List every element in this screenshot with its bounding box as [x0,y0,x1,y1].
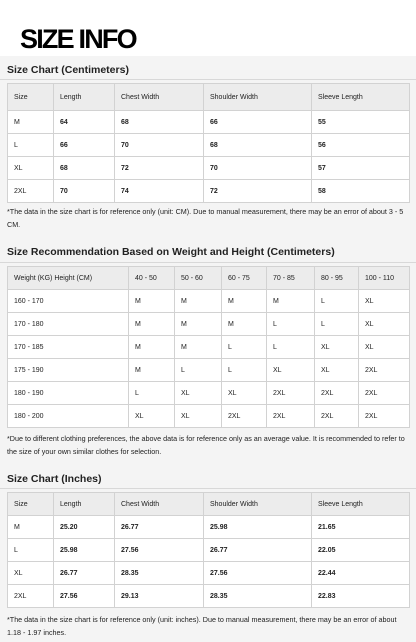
table-row [8,405,410,428]
table-row [8,290,410,313]
table-header-cell: Shoulder Width [204,493,312,516]
inch-chart-title: Size Chart (Inches) [7,473,102,485]
table-cell: L [315,290,359,313]
table-cell: 2XL [359,382,410,405]
table-row [8,562,410,585]
table-cell: 2XL [359,405,410,428]
recommendation-title: Size Recommendation Based on Weight and Height (Centimeters) [7,246,335,258]
table-cell: 72 [204,180,312,203]
hero-banner [0,0,416,56]
table-header-cell: Sleeve Length [312,493,410,516]
table-cell: L [129,382,175,405]
table-cell: 74 [115,180,204,203]
row-label-cell: 180 - 200 [8,405,129,428]
row-label-cell: 160 - 170 [8,290,129,313]
table-cell: 2XL [267,382,315,405]
table-cell: 66 [54,134,115,157]
row-label-cell: M [8,111,54,134]
table-cell: L [267,313,315,336]
table-cell: 70 [54,180,115,203]
table-cell: 72 [115,157,204,180]
table-cell: 68 [204,134,312,157]
table-cell: 56 [312,134,410,157]
table-header-cell: Chest Width [115,84,204,111]
table-cell: 25.20 [54,516,115,539]
table-cell: XL [222,382,267,405]
row-label-cell: 170 - 180 [8,313,129,336]
row-label-cell: 2XL [8,180,54,203]
table-cell: XL [175,405,222,428]
divider [0,488,416,489]
table-cell: 70 [204,157,312,180]
table-cell: M [129,359,175,382]
table-header-row [8,267,410,290]
inch-chart-note: *The data in the size chart is for reference only (unit: inches). Due to manual measurement, there may be an error of about 1.18 - 1.97 inches. [7,615,397,637]
table-row [8,359,410,382]
table-cell: 68 [54,157,115,180]
table-cell: 57 [312,157,410,180]
table-cell: M [267,290,315,313]
table-cell: XL [359,313,410,336]
table-cell: XL [129,405,175,428]
table-row [8,336,410,359]
table-header-row [8,84,410,111]
table-cell: 55 [312,111,410,134]
table-header-cell: Length [54,493,115,516]
table-cell: XL [315,336,359,359]
table-header-cell: Chest Width [115,493,204,516]
table-header-row [8,493,410,516]
table-cell: 27.56 [54,585,115,608]
table-header-cell: Weight (KG) Height (CM) [8,267,129,290]
table-cell: 58 [312,180,410,203]
table-header-cell: Size [8,84,54,111]
table-row [8,382,410,405]
table-cell: XL [175,382,222,405]
recommendation-note: *Due to different clothing preferences, the above data is for reference only as an average value. It is recommended to refer to the size of your own similar clothes for selection. [7,434,405,456]
page-title: SIZE INFO [20,24,136,54]
table-cell: 26.77 [115,516,204,539]
table-cell: 2XL [359,359,410,382]
table-cell: 66 [204,111,312,134]
table-cell: 2XL [222,405,267,428]
table-row [8,516,410,539]
table-cell: 70 [115,134,204,157]
cm-size-table [7,83,410,203]
table-header-cell: 70 - 85 [267,267,315,290]
table-header-cell: Length [54,84,115,111]
table-cell: M [222,290,267,313]
table-header-cell: Shoulder Width [204,84,312,111]
table-cell: 28.35 [115,562,204,585]
table-row [8,313,410,336]
row-label-cell: 175 - 190 [8,359,129,382]
table-cell: L [267,336,315,359]
table-cell: XL [315,359,359,382]
table-cell: 29.13 [115,585,204,608]
row-label-cell: XL [8,562,54,585]
table-header-cell: 100 - 110 [359,267,410,290]
row-label-cell: M [8,516,54,539]
table-row [8,539,410,562]
table-cell: 22.83 [312,585,410,608]
table-cell: 25.98 [54,539,115,562]
table-header-cell: 50 - 60 [175,267,222,290]
table-cell: XL [359,336,410,359]
inch-size-table [7,492,410,608]
table-cell: M [175,313,222,336]
cm-chart-note: *The data in the size chart is for reference only (unit: CM). Due to manual measurement, there may be an error of about 3 - 5 CM. [7,207,404,229]
recommendation-table [7,266,410,428]
table-row [8,111,410,134]
table-cell: M [129,290,175,313]
cm-chart-title: Size Chart (Centimeters) [7,64,129,76]
table-cell: L [222,336,267,359]
table-cell: L [315,313,359,336]
row-label-cell: L [8,539,54,562]
row-label-cell: 2XL [8,585,54,608]
table-cell: 27.56 [115,539,204,562]
table-cell: M [222,313,267,336]
table-cell: L [222,359,267,382]
table-cell: M [175,336,222,359]
table-cell: M [129,313,175,336]
row-label-cell: 170 - 185 [8,336,129,359]
table-header-cell: 40 - 50 [129,267,175,290]
table-cell: 21.65 [312,516,410,539]
table-row [8,134,410,157]
table-header-cell: Sleeve Length [312,84,410,111]
table-row [8,180,410,203]
table-header-cell: Size [8,493,54,516]
divider [0,79,416,80]
table-header-cell: 80 - 95 [315,267,359,290]
table-cell: 2XL [315,405,359,428]
table-cell: 2XL [267,405,315,428]
table-row [8,157,410,180]
table-row [8,585,410,608]
table-cell: 68 [115,111,204,134]
table-cell: 26.77 [204,539,312,562]
table-cell: M [175,290,222,313]
row-label-cell: 180 - 190 [8,382,129,405]
row-label-cell: L [8,134,54,157]
table-cell: 22.05 [312,539,410,562]
table-cell: 64 [54,111,115,134]
row-label-cell: XL [8,157,54,180]
table-cell: XL [267,359,315,382]
table-cell: 22.44 [312,562,410,585]
table-cell: 25.98 [204,516,312,539]
table-header-cell: 60 - 75 [222,267,267,290]
table-cell: 27.56 [204,562,312,585]
table-cell: M [129,336,175,359]
table-cell: 28.35 [204,585,312,608]
table-cell: 2XL [315,382,359,405]
table-cell: L [175,359,222,382]
table-cell: XL [359,290,410,313]
table-cell: 26.77 [54,562,115,585]
divider [0,262,416,263]
